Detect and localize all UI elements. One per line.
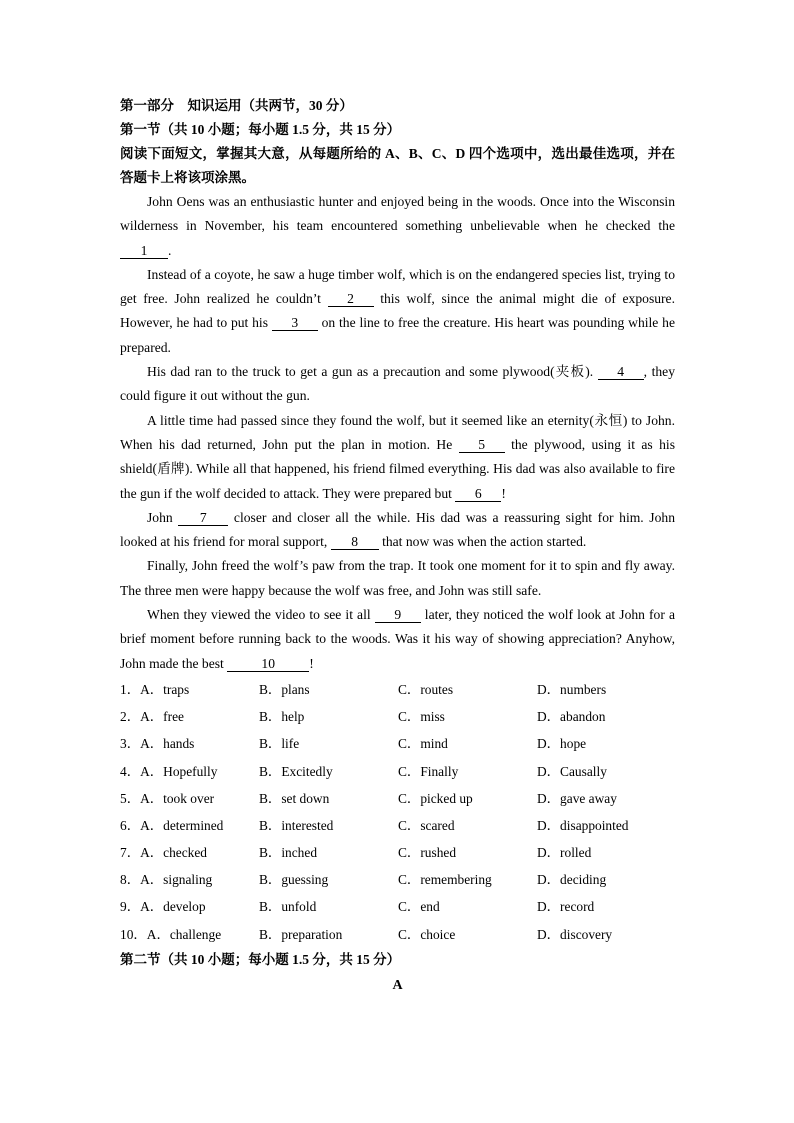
- option-c: C．remembering: [398, 872, 492, 888]
- blank-6: 6: [455, 486, 501, 502]
- blank-2: 2: [328, 291, 374, 307]
- option-d: D．Causally: [537, 763, 607, 779]
- option-b: B．inched: [259, 845, 318, 861]
- blank-10: 10: [227, 656, 309, 672]
- option-a: 7．A．checked: [120, 845, 208, 861]
- paragraph-5: John 7 closer and closer all the while. His dad was a reassuring sight for him. John looked at his friend for moral support, 8 that now was when the action started.: [120, 509, 675, 550]
- option-a: 2．A．free: [120, 709, 184, 725]
- cloze-passage: [120, 190, 675, 676]
- option-b: B．Excitedly: [259, 763, 333, 779]
- question-row: [120, 734, 675, 761]
- option-a: 1．A．traps: [120, 681, 190, 697]
- question-row: [120, 843, 675, 870]
- answer-options: [120, 680, 675, 952]
- option-d: D．abandon: [537, 709, 606, 725]
- instructions: 阅读下面短文，掌握其大意，从每题所给的 A、B、C、D 四个选项中，选出最佳选项，并在答题卡上将该项涂黑。: [120, 146, 675, 185]
- option-c: C．end: [398, 899, 440, 915]
- paragraph-1: John Oens was an enthusiastic hunter and enjoyed being in the woods. Once into the Wisconsin wilderness in November, his team encountered something unbelievable when he checked the 1 .: [120, 194, 675, 258]
- option-d: D．deciding: [537, 872, 607, 888]
- option-c: C．Finally: [398, 763, 459, 779]
- option-c: C．choice: [398, 926, 456, 942]
- question-row: [120, 870, 675, 897]
- blank-1: 1: [120, 243, 168, 259]
- passage-letter: A: [392, 977, 403, 993]
- option-c: C．rushed: [398, 845, 457, 861]
- blank-3: 3: [272, 315, 318, 331]
- option-c: C．mind: [398, 736, 448, 752]
- option-d: D．numbers: [537, 681, 607, 697]
- part-title: 第一部分 知识运用（共两节，30 分）: [120, 98, 353, 113]
- option-d: D．hope: [537, 736, 587, 752]
- blank-7: 7: [178, 510, 228, 526]
- question-row: [120, 762, 675, 789]
- option-a: 3．A．hands: [120, 736, 195, 752]
- blank-4: 4: [598, 364, 644, 380]
- question-row: [120, 789, 675, 816]
- option-c: C．picked up: [398, 790, 473, 806]
- blank-8: 8: [331, 534, 379, 550]
- paragraph-2: Instead of a coyote, he saw a huge timber wolf, which is on the endangered species list, trying to get free. John realized he couldn’t 2 this wolf, since the animal might die of exposure. However, he had to put his 3 on the line to free the creature. His heart was pounding while he prepared.: [120, 266, 675, 355]
- option-c: C．scared: [398, 817, 455, 833]
- section1-title: 第一节（共 10 小题；每小题 1.5 分，共 15 分）: [120, 122, 401, 137]
- option-b: B．set down: [259, 790, 330, 806]
- question-row: [120, 925, 675, 952]
- option-d: D．disappointed: [537, 817, 629, 833]
- question-row: [120, 897, 675, 924]
- option-c: C．routes: [398, 681, 454, 697]
- paragraph-3: His dad ran to the truck to get a gun as a precaution and some plywood(夹板). 4 , they could figure it out without the gun.: [120, 364, 676, 404]
- paragraph-6: Finally, John freed the wolf’s paw from the trap. It took one moment for it to spin and fly away. The three men were happy because the wolf was free, and John was still safe.: [120, 558, 675, 598]
- exam-page: [120, 94, 675, 996]
- option-b: B．unfold: [259, 899, 317, 915]
- option-b: B．plans: [259, 681, 310, 697]
- option-d: D．rolled: [537, 845, 592, 861]
- blank-9: 9: [375, 607, 421, 623]
- option-a: 9．A．develop: [120, 899, 206, 915]
- option-b: B．interested: [259, 817, 334, 833]
- paragraph-4: A little time had passed since they found the wolf, but it seemed like an eternity(永恒) to John. When his dad returned, John put the plan in motion. He 5 the plywood, using it as his shield(盾牌). While all that happened, his friend filmed everything. His dad was also available to fire the gun if the wolf decided to attack. They were prepared but 6 !: [120, 412, 675, 501]
- blank-5: 5: [459, 437, 505, 453]
- option-a: 4．A．Hopefully: [120, 763, 218, 779]
- option-b: B．life: [259, 736, 300, 752]
- question-row: [120, 816, 675, 843]
- option-a: 8．A．signaling: [120, 872, 213, 888]
- option-b: B．guessing: [259, 872, 329, 888]
- option-a: 10．A．challenge: [120, 926, 222, 942]
- option-d: D．gave away: [537, 790, 617, 806]
- question-row: [120, 707, 675, 734]
- option-c: C．miss: [398, 709, 445, 725]
- question-row: [120, 680, 675, 707]
- option-b: B．help: [259, 709, 305, 725]
- option-d: D．record: [537, 899, 595, 915]
- paragraph-7: When they viewed the video to see it all 9 later, they noticed the wolf look at John for a brief moment before running back to the woods. Was it his way of showing appreciation? Anyhow, John made the best 10 !: [120, 607, 675, 671]
- option-a: 5．A．took over: [120, 790, 215, 806]
- option-a: 6．A．determined: [120, 817, 224, 833]
- section2-title: 第二节（共 10 小题；每小题 1.5 分，共 15 分）: [120, 951, 401, 967]
- option-d: D．discovery: [537, 926, 613, 942]
- option-b: B．preparation: [259, 926, 343, 942]
